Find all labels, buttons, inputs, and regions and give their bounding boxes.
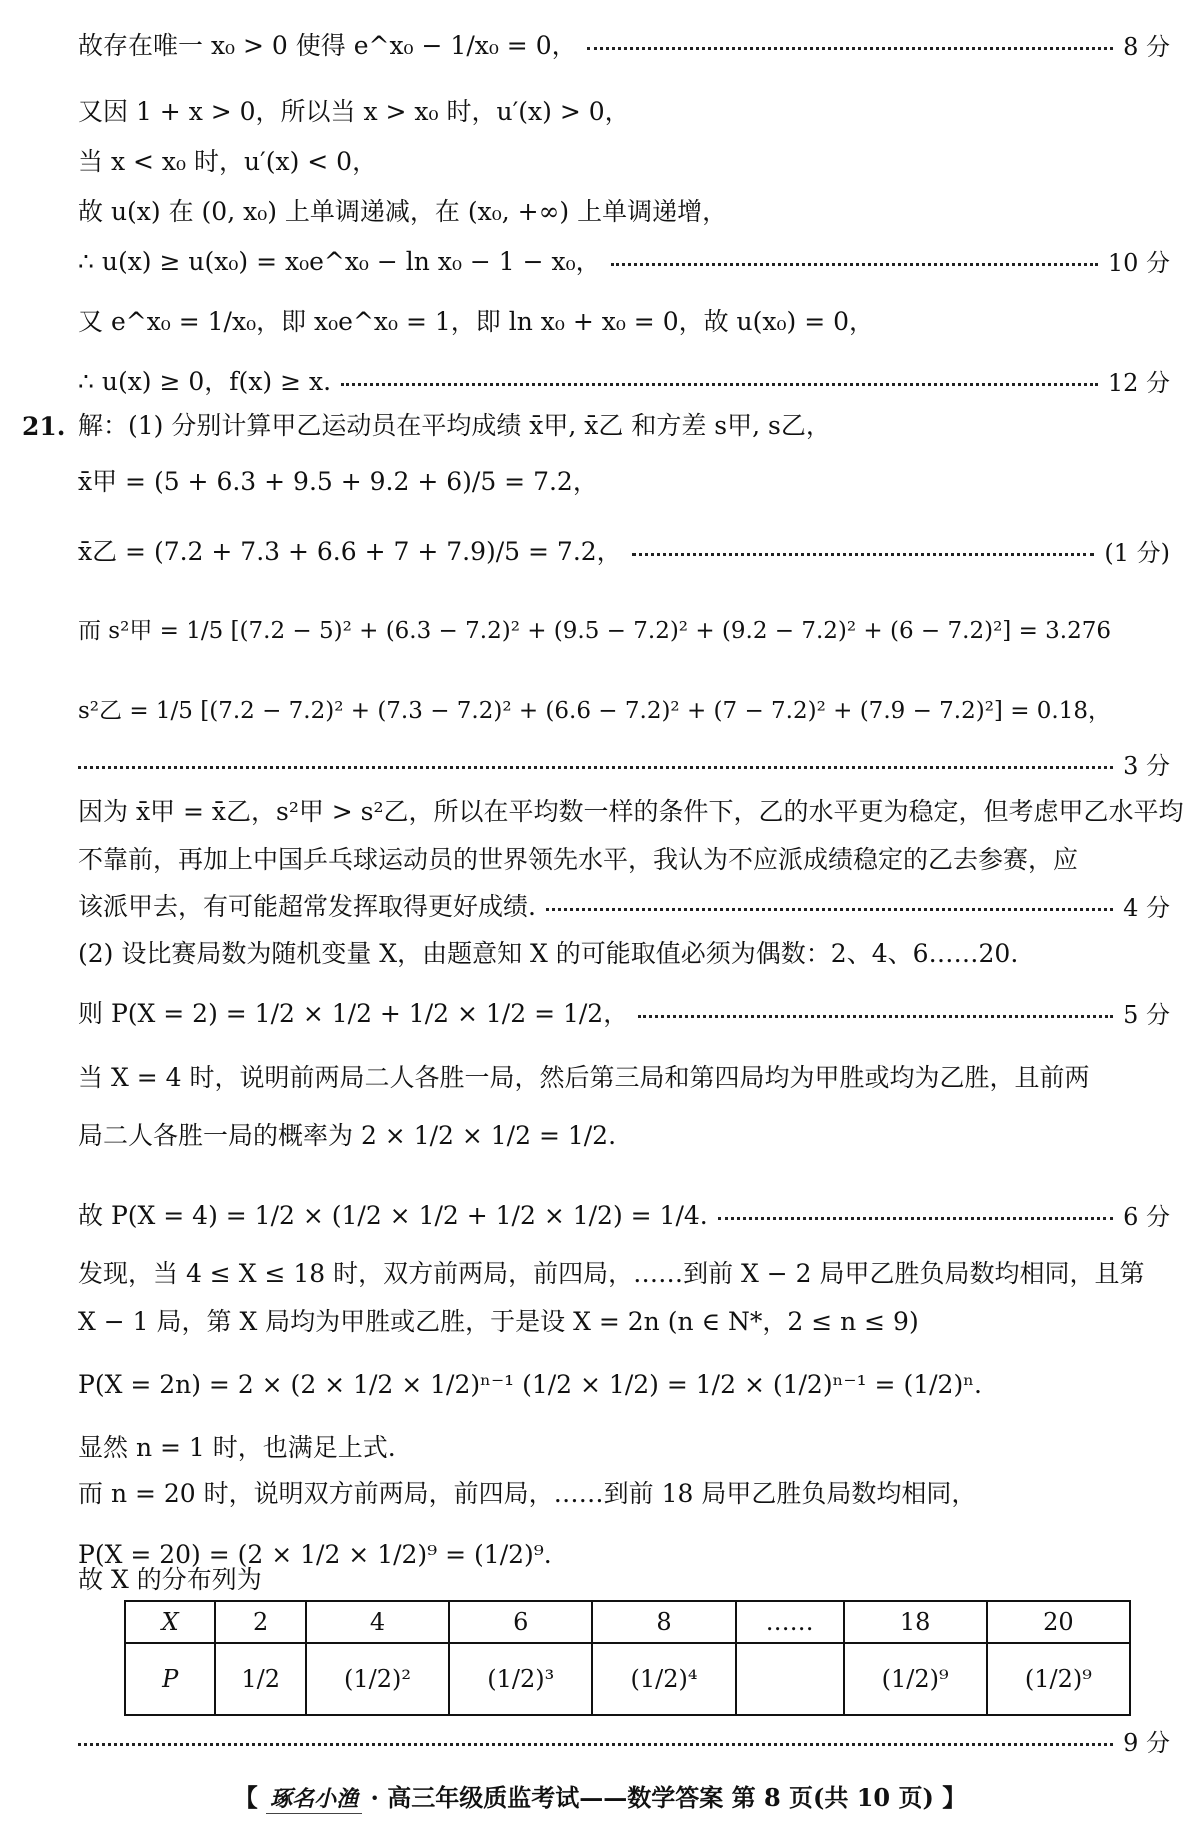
line-text: P(X = 20) = (2 × 1/2 × 1/2)⁹ = (1/2)⁹. [78,1539,552,1569]
line-text: 故 u(x) 在 (0, x₀) 上单调递减，在 (x₀, +∞) 上单调递增， [78,197,728,226]
distribution-heading-text [78,1560,1170,1596]
table-row [125,1601,1130,1643]
score: 6 分 [1123,1202,1170,1231]
line-10 [78,532,1170,568]
line-8 [78,406,1170,442]
score: 12 分 [1107,368,1170,397]
table-cell: (1/2)³ [449,1643,592,1715]
leader-dots [718,1217,1113,1220]
line-text: 发现，当 4 ≤ X ≤ 18 时，双方前两局，前四局，……到前 X − 2 局甲乙胜负局数均相同，且第 [78,1259,1145,1288]
line-text: ∴ u(x) ≥ 0，f(x) ≥ x. [78,367,332,396]
line-7 [78,362,1170,398]
leader-dots [78,766,1113,769]
table-cell: 8 [592,1601,735,1643]
line-23 [78,1302,1170,1338]
page-footer [0,1778,1200,1814]
line-5 [78,242,1170,278]
brand-logo: 琢名小渔 [266,1782,362,1814]
table-cell: …… [736,1601,844,1643]
line-25 [78,1428,1170,1464]
footer-bracket-right: 】 [942,1783,967,1812]
leader-dots [341,383,1098,386]
line-text: 当 X = 4 时，说明前两局二人各胜一局，然后第三局和第四局均为甲胜或均为乙胜，且前两 [78,1063,1090,1092]
line-text: 故 P(X = 4) = 1/2 × (1/2 × 1/2 + 1/2 × 1/2) = 1/4. [78,1201,708,1230]
question-number: 21. [22,412,66,441]
score: 5 分 [1123,1000,1170,1029]
line-text: ∴ u(x) ≥ u(x₀) = x₀e^x₀ − ln x₀ − 1 − x₀， [78,247,601,276]
line-20 [78,1116,1170,1152]
line-24 [78,1366,1170,1402]
line-18 [78,994,1170,1030]
line-12 [78,690,1170,726]
score: 10 分 [1107,248,1170,277]
line-text: 则 P(X = 2) = 1/2 × 1/2 + 1/2 × 1/2 = 1/2， [78,999,629,1028]
line-text: 而 n = 20 时，说明双方前两局，前四局，……到前 18 局甲乙胜负局数均相同， [78,1479,977,1508]
distribution-table [124,1600,1131,1716]
line-1 [78,26,1170,62]
score: (1 分) [1104,538,1170,567]
footer-bracket-left: 【 [233,1783,258,1812]
line-text: 故 X 的分布列为 [78,1565,262,1594]
score: 3 分 [1123,751,1170,780]
table-cell: 1/2 [215,1643,305,1715]
table-cell: (1/2)⁴ [592,1643,735,1715]
final-score-line [78,1722,1170,1758]
line-text: x̄甲 = (5 + 6.3 + 9.5 + 9.2 + 6)/5 = 7.2， [78,467,598,496]
footer-page: 第 8 页(共 10 页) [731,1783,934,1812]
line-15 [78,840,1170,876]
score: 8 分 [1123,32,1170,61]
table-row [125,1643,1130,1715]
leader-dots [546,908,1113,911]
line-17 [78,934,1170,970]
line-16 [78,887,1170,923]
table-cell: 2 [215,1601,305,1643]
table-cell: 4 [306,1601,449,1643]
score: 4 分 [1123,893,1170,922]
line-text: 而 s²甲 = 1/5 [(7.2 − 5)² + (6.3 − 7.2)² + (9.5 − 7.2)² + (9.2 − 7.2)² + (6 − 7.2)²] = 3.276 [78,617,1112,644]
line-9 [78,462,1170,498]
line-21 [78,1196,1170,1232]
table-cell: 20 [987,1601,1130,1643]
line-11 [78,610,1170,646]
table-cell: 6 [449,1601,592,1643]
line-text: 因为 x̄甲 = x̄乙，s²甲 > s²乙，所以在平均数一样的条件下，乙的水平更为稳定，但考虑甲乙水平均 [78,797,1184,826]
line-6 [78,302,1170,338]
line-text: 又 e^x₀ = 1/x₀，即 x₀e^x₀ = 1，即 ln x₀ + x₀ = 0，故 u(x₀) = 0， [78,307,875,336]
score: 9 分 [1123,1728,1170,1757]
line-text: P(X = 2n) = 2 × (2 × 1/2 × 1/2)ⁿ⁻¹ (1/2 × 1/2) = 1/2 × (1/2)ⁿ⁻¹ = (1/2)ⁿ. [78,1369,982,1399]
line-text: 又因 1 + x > 0，所以当 x > x₀ 时，u′(x) > 0， [78,97,630,126]
line-text: 解：(1) 分别计算甲乙运动员在平均成绩 x̄甲, x̄乙 和方差 s甲, s乙， [78,411,831,440]
footer-title: · 高三年级质监考试——数学答案 [370,1783,724,1812]
line-text: s²乙 = 1/5 [(7.2 − 7.2)² + (7.3 − 7.2)² + (6.6 − 7.2)² + (7 − 7.2)² + (7.9 − 7.2)²] = 0.18， [78,697,1112,724]
table-cell [736,1643,844,1715]
table-cell: X [125,1601,215,1643]
line-26 [78,1474,1170,1510]
line-text: 显然 n = 1 时，也满足上式. [78,1433,396,1462]
table-cell: (1/2)⁹ [987,1643,1130,1715]
leader-dots [78,1743,1113,1746]
line-text: 该派甲去，有可能超常发挥取得更好成绩. [78,892,536,921]
line-text: 局二人各胜一局的概率为 2 × 1/2 × 1/2 = 1/2. [78,1121,617,1150]
line-text: 当 x < x₀ 时，u′(x) < 0， [78,147,378,176]
line-text: x̄乙 = (7.2 + 7.3 + 6.6 + 7 + 7.9)/5 = 7.2， [78,537,622,566]
line-3 [78,142,1170,178]
table-cell: (1/2)² [306,1643,449,1715]
line-14 [78,792,1184,828]
leader-dots [587,47,1113,50]
line-text: 不靠前，再加上中国乒乓球运动员的世界领先水平，我认为不应派成绩稳定的乙去参赛，应 [78,845,1079,874]
line-2 [78,92,1170,128]
line-4 [78,192,1170,228]
line-22 [78,1254,1170,1290]
leader-dots [638,1015,1113,1018]
line-13 [78,745,1170,781]
table-cell: (1/2)⁹ [844,1643,987,1715]
leader-dots [611,263,1098,266]
line-19 [78,1058,1170,1094]
table-cell: 18 [844,1601,987,1643]
line-text: (2) 设比赛局数为随机变量 X，由题意知 X 的可能取值必须为偶数：2、4、6……20. [78,939,1019,968]
line-text: 故存在唯一 x₀ > 0 使得 e^x₀ − 1/x₀ = 0， [78,31,577,60]
table-cell: P [125,1643,215,1715]
leader-dots [632,553,1095,556]
line-text: X − 1 局，第 X 局均为甲胜或乙胜，于是设 X = 2n (n ∈ N*，2 ≤ n ≤ 9) [78,1307,919,1336]
